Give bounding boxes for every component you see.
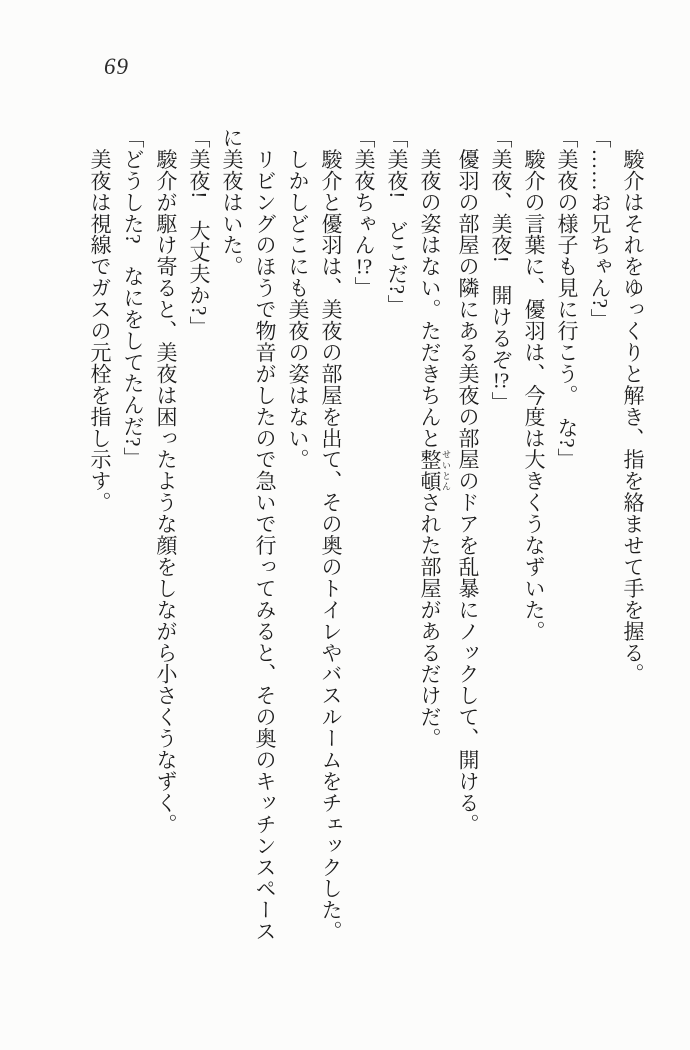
paragraph: 「美夜! どこだ?」 xyxy=(385,127,409,316)
paragraph: 優羽の部屋の隣にある美夜の部屋のドアを乱暴にノックして、開ける。 xyxy=(456,127,480,835)
paragraph: しかしどこにも美夜の姿はない。 xyxy=(286,127,310,471)
paragraph: 「美夜! 大丈夫か?」 xyxy=(187,127,211,338)
paragraph: 駿介の言葉に、優羽は、今度は大きくうなずいた。 xyxy=(522,127,546,642)
paragraph: 美夜の姿はない。ただきちんと整頓 せいとんされた部屋があるだけだ。 xyxy=(418,127,451,750)
paragraph: 「どうした? なにをしてたんだ?」 xyxy=(121,127,145,469)
paragraph: リビングのほうで物音がしたので急いで行ってみると、その奥のキッチンスペースに美夜はいた。 xyxy=(220,127,277,943)
paragraph: 「……お兄ちゃん?」 xyxy=(588,127,612,330)
paragraph: 駿介はそれをゆっくりと解き、指を絡ませて手を握る。 xyxy=(621,127,645,685)
paragraph: 美夜は視線でガスの元栓を指し示す。 xyxy=(88,127,112,514)
tate-chu-yoko: !? xyxy=(492,370,510,392)
paragraph: 駿介が駆け寄ると、美夜は困ったような顔をしながら小さくうなずく。 xyxy=(154,127,178,835)
paragraph: 駿介と優羽は、美夜の部屋を出て、その奥のトイレやバスルームをチェックした。 xyxy=(319,127,343,943)
paragraph: 「美夜ちゃん!?」 xyxy=(352,127,376,299)
tate-chu-yoko: !? xyxy=(355,255,373,277)
page-number: 69 xyxy=(104,54,129,79)
text-block xyxy=(83,127,649,947)
paragraph: 「美夜の様子も見に行こう。 な?」 xyxy=(555,127,579,470)
paragraph: 「美夜、美夜! 開けるぞ!?」 xyxy=(489,127,513,413)
